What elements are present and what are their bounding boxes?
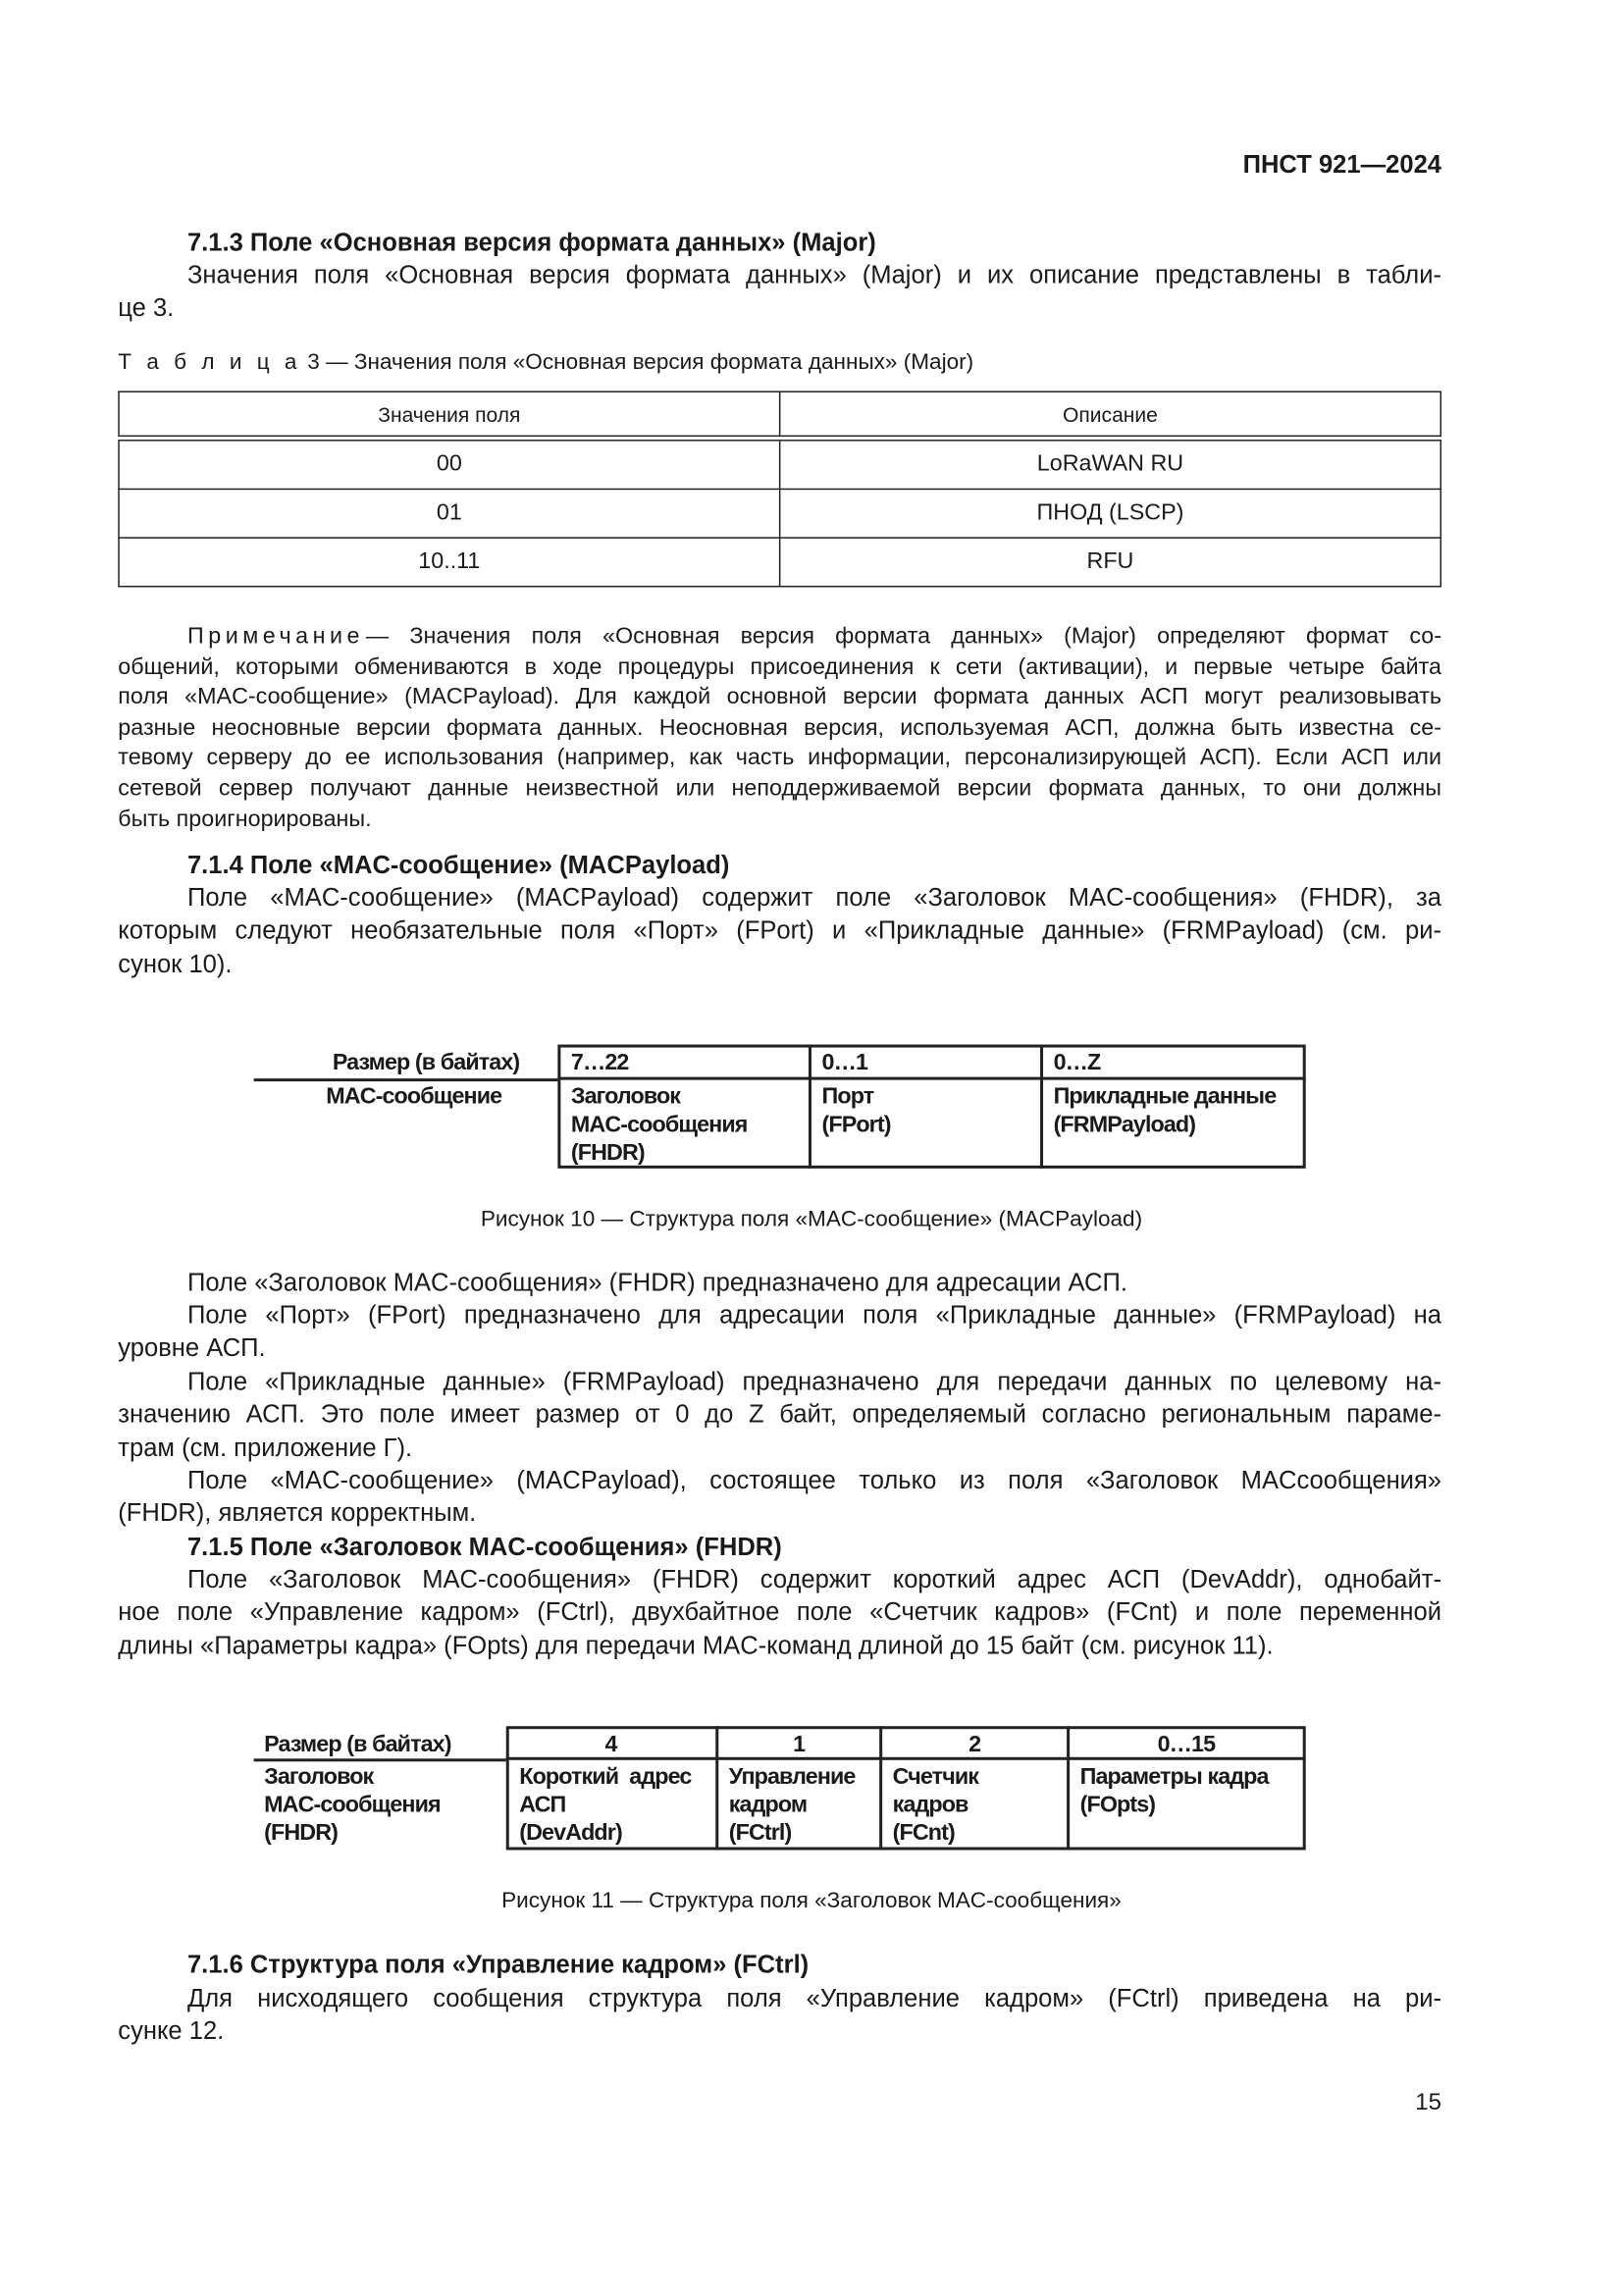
field-name: Прикладные данные (FRMPayload) — [1053, 1084, 1277, 1138]
text-line: Поле «MAC-сообщение» (MACPayload) содержит поле «Заголовок MAC-сообщения» (FHDR), за — [186, 883, 1442, 913]
text-line: Поле «Прикладные данные» (FRMPayload) предназначено для передачи данных по целевому на- — [186, 1367, 1442, 1396]
text-line: сунок 10). — [118, 950, 233, 978]
figure-10-caption: Рисунок 10 — Структура поля «MAC-сообщение» (MACPayload) — [480, 1206, 1143, 1232]
row-label: MAC-сообщение — [326, 1084, 502, 1110]
size-label: Размер (в байтах) — [332, 1050, 520, 1076]
text-line: (FHDR), является корректным. — [118, 1499, 477, 1528]
text-line: уровне АСП. — [118, 1333, 266, 1363]
document-id: ПНСТ 921—2024 — [1242, 150, 1442, 179]
field-size: 4 — [604, 1732, 617, 1757]
field-size: 7…22 — [570, 1050, 629, 1076]
field-name: Заголовок MAC-сообщения (FHDR) — [570, 1084, 748, 1166]
field-name: Порт (FPort) — [821, 1084, 891, 1138]
section-heading-7-1-6: 7.1.6 Структура поля «Управление кадром» (FCtrl) — [186, 1950, 810, 1979]
text-line: тевому серверу до ее использования (например, как часть информации, персонализирующей АСП). Если АСП или — [118, 745, 1442, 771]
divider — [254, 1758, 506, 1761]
table-header-cell: Описание — [780, 391, 1441, 438]
text-line: длины «Параметры кадра» (FOpts) для передачи MAC-команд длиной до 15 байт (см. рисунок 11). — [118, 1631, 1274, 1660]
text-line: це 3. — [118, 293, 175, 323]
field-size: 1 — [793, 1732, 806, 1757]
field-name: Короткий адрес АСП (DevAddr) — [519, 1764, 692, 1847]
text-line: Поле «MAC-сообщение» (MACPayload), состоящее только из поля «Заголовок MACсообщения» — [186, 1466, 1442, 1495]
table-caption-text: 3 — Значения поля «Основная версия формата данных» (Major) — [307, 349, 974, 375]
section-heading-7-1-5: 7.1.5 Поле «Заголовок MAC-сообщения» (FHDR) — [186, 1533, 782, 1561]
text-line: Поле «Заголовок MAC-сообщения» (FHDR) предназначено для адресации АСП. — [186, 1269, 1127, 1297]
table-cell: ПНОД (LSCP) — [780, 489, 1441, 538]
table-cell: 01 — [119, 489, 780, 538]
text-line: Поле «Порт» (FPort) предназначено для адресации поля «Прикладные данные» (FRMPayload) на — [186, 1301, 1442, 1330]
page-number: 15 — [1415, 2090, 1442, 2116]
text-line: которым следуют необязательные поля «Порт» (FPort) и «Прикладные данные» (FRMPayload) (см. ри- — [118, 916, 1442, 945]
table-cell: 00 — [119, 439, 780, 490]
table-cell: LoRaWAN RU — [780, 439, 1441, 490]
paragraph — [118, 1983, 1441, 2049]
table-cell: 10..11 — [119, 538, 780, 587]
text-line: значению АСП. Это поле имеет размер от 0 до Z байт, определяемый согласно региональным параме- — [118, 1400, 1442, 1430]
table-caption-prefix: Т а б л и ц а — [118, 349, 301, 375]
field-name: Счетчик кадров (FCnt) — [892, 1764, 979, 1847]
text-line: — Значения поля «Основная версия формата данных» (Major) определяют формат со- — [365, 624, 1442, 650]
text-line: разные неосновные версии формата данных. Неосновная версия, используемая АСП, должна быть известна се- — [118, 714, 1442, 741]
note-label: Примечание — [186, 624, 364, 650]
table-header-cell: Значения поля — [119, 391, 780, 438]
section-heading-7-1-4: 7.1.4 Поле «MAC-сообщение» (MACPayload) — [186, 851, 730, 880]
field-size: 2 — [969, 1732, 981, 1757]
field-name: Параметры кадра (FOpts) — [1079, 1764, 1269, 1818]
field-size: 0…1 — [821, 1050, 868, 1076]
text-line: Значения поля «Основная версия формата данных» (Major) и их описание представлены в табли- — [186, 261, 1442, 289]
text-line: общений, которыми обмениваются в ходе процедуры присоединения к сети (активации), и первые четыре байта — [118, 653, 1442, 680]
row-label: Заголовок MAC-сообщения (FHDR) — [264, 1764, 441, 1847]
section-heading-7-1-3: 7.1.3 Поле «Основная версия формата данных» (Major) — [186, 229, 876, 257]
figure-11-caption: Рисунок 11 — Структура поля «Заголовок MAC-сообщения» — [501, 1888, 1122, 1914]
text-line: поля «MAC-сообщение» (MACPayload). Для каждой основной версии формата данных АСП могут реализовывать — [118, 684, 1442, 710]
text-line: трам (см. приложение Г). — [118, 1434, 413, 1462]
field-name: Управление кадром (FCtrl) — [728, 1764, 856, 1847]
size-label: Размер (в байтах) — [264, 1732, 451, 1757]
table-cell: RFU — [780, 538, 1441, 587]
text-line: быть проигнорированы. — [118, 806, 372, 832]
text-line: сетевой сервер получают данные неизвестной или неподдерживаемой версии формата данных, то они должны — [118, 775, 1442, 802]
text-line: ное поле «Управление кадром» (FCtrl), двухбайтное поле «Счетчик кадров» (FCnt) и поле переменной — [118, 1598, 1442, 1627]
field-size: 0…Z — [1053, 1050, 1101, 1076]
text-line: Поле «Заголовок MAC-сообщения» (FHDR) содержит короткий адрес АСП (DevAddr), однобайт- — [186, 1565, 1442, 1593]
text-line: сунке 12. — [118, 2017, 225, 2046]
text-line: Для нисходящего сообщения структура поля «Управление кадром» (FCtrl) приведена на ри- — [186, 1984, 1442, 2012]
field-size: 0…15 — [1157, 1732, 1216, 1757]
